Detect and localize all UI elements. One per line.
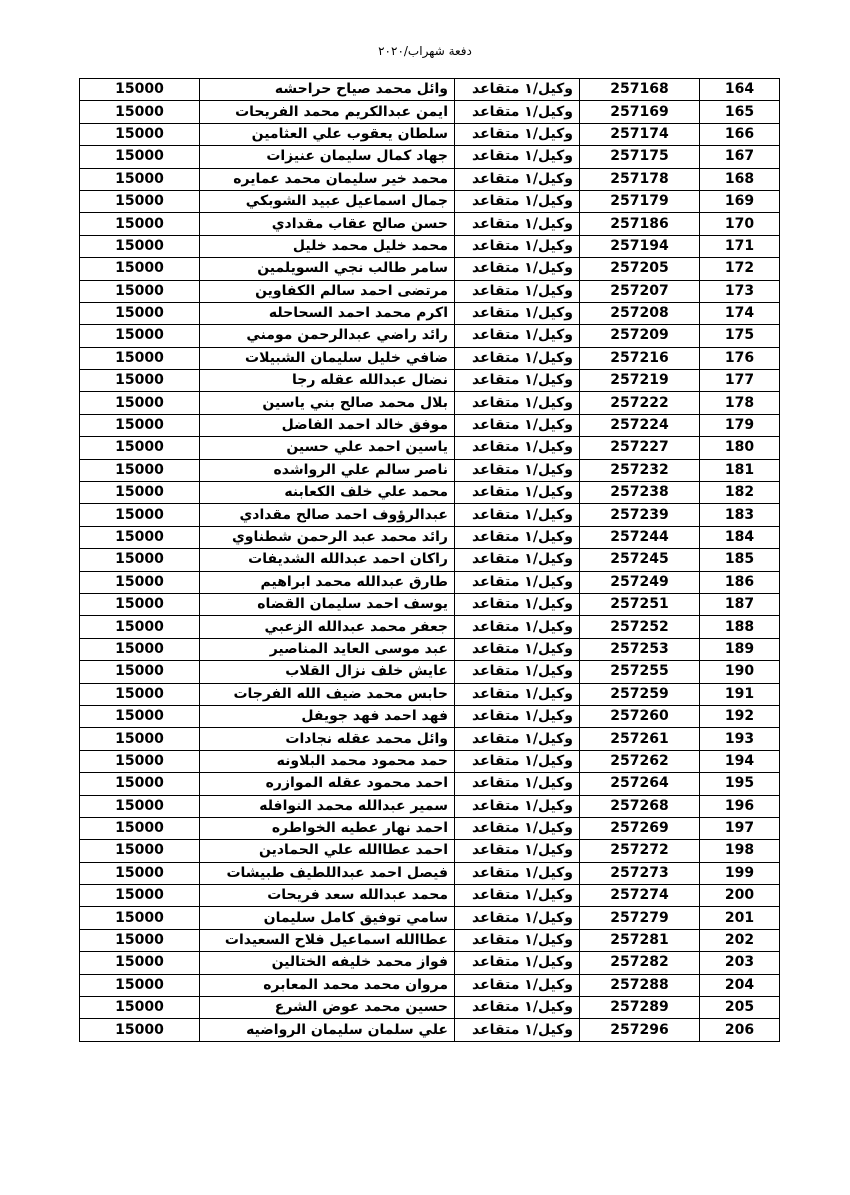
row-rank-cell: وكيل/١ متقاعد (455, 817, 580, 839)
row-name-cell: فهد احمد فهد جويفل (200, 705, 455, 727)
row-name-cell: علي سلمان سليمان الرواضيه (200, 1019, 455, 1041)
row-name-cell: مرتضى احمد سالم الكفاوين (200, 280, 455, 302)
row-rank-cell: وكيل/١ متقاعد (455, 79, 580, 101)
row-name-cell: ضافي خليل سليمان الشبيلات (200, 347, 455, 369)
row-amount-cell: 15000 (80, 482, 200, 504)
row-rank-cell: وكيل/١ متقاعد (455, 1019, 580, 1041)
row-sequence-cell: 164 (700, 79, 780, 101)
row-rank-cell: وكيل/١ متقاعد (455, 437, 580, 459)
row-sequence-cell: 165 (700, 101, 780, 123)
table-row (80, 213, 780, 235)
row-sequence-cell: 193 (700, 728, 780, 750)
row-sequence-cell: 181 (700, 459, 780, 481)
row-amount-cell: 15000 (80, 325, 200, 347)
row-number-cell: 257179 (580, 190, 700, 212)
row-rank-cell: وكيل/١ متقاعد (455, 146, 580, 168)
row-amount-cell: 15000 (80, 862, 200, 884)
table-row (80, 593, 780, 615)
row-amount-cell: 15000 (80, 258, 200, 280)
row-sequence-cell: 186 (700, 571, 780, 593)
row-rank-cell: وكيل/١ متقاعد (455, 773, 580, 795)
row-amount-cell: 15000 (80, 302, 200, 324)
row-sequence-cell: 194 (700, 750, 780, 772)
row-name-cell: محمد خير سليمان محمد عمايره (200, 168, 455, 190)
row-sequence-cell: 195 (700, 773, 780, 795)
row-number-cell: 257208 (580, 302, 700, 324)
table-row (80, 437, 780, 459)
row-number-cell: 257222 (580, 392, 700, 414)
row-number-cell: 257194 (580, 235, 700, 257)
table-row (80, 549, 780, 571)
row-name-cell: نضال عبدالله عقله رجا (200, 370, 455, 392)
row-sequence-cell: 167 (700, 146, 780, 168)
row-sequence-cell: 205 (700, 997, 780, 1019)
row-number-cell: 257245 (580, 549, 700, 571)
row-sequence-cell: 184 (700, 526, 780, 548)
row-sequence-cell: 171 (700, 235, 780, 257)
row-number-cell: 257296 (580, 1019, 700, 1041)
row-amount-cell: 15000 (80, 907, 200, 929)
row-name-cell: سلطان يعقوب علي العثامين (200, 123, 455, 145)
table-row (80, 638, 780, 660)
row-name-cell: عبدالرؤوف احمد صالح مقدادي (200, 504, 455, 526)
row-rank-cell: وكيل/١ متقاعد (455, 414, 580, 436)
row-name-cell: ايمن عبدالكريم محمد الفريحات (200, 101, 455, 123)
row-name-cell: جعفر محمد عبدالله الزعبي (200, 616, 455, 638)
row-number-cell: 257289 (580, 997, 700, 1019)
table-row (80, 750, 780, 772)
row-sequence-cell: 190 (700, 661, 780, 683)
table-row (80, 123, 780, 145)
row-name-cell: موفق خالد احمد الفاضل (200, 414, 455, 436)
row-number-cell: 257205 (580, 258, 700, 280)
row-name-cell: احمد نهار عطيه الخواطره (200, 817, 455, 839)
row-sequence-cell: 178 (700, 392, 780, 414)
row-rank-cell: وكيل/١ متقاعد (455, 929, 580, 951)
row-rank-cell: وكيل/١ متقاعد (455, 862, 580, 884)
table-row (80, 974, 780, 996)
row-sequence-cell: 175 (700, 325, 780, 347)
row-sequence-cell: 185 (700, 549, 780, 571)
row-number-cell: 257264 (580, 773, 700, 795)
row-name-cell: حابس محمد ضيف الله الفرجات (200, 683, 455, 705)
row-number-cell: 257169 (580, 101, 700, 123)
row-amount-cell: 15000 (80, 437, 200, 459)
table-row (80, 392, 780, 414)
table-row (80, 795, 780, 817)
row-name-cell: اكرم محمد احمد السحاحله (200, 302, 455, 324)
row-amount-cell: 15000 (80, 795, 200, 817)
row-name-cell: حسين محمد عوض الشرع (200, 997, 455, 1019)
row-rank-cell: وكيل/١ متقاعد (455, 213, 580, 235)
row-number-cell: 257253 (580, 638, 700, 660)
row-rank-cell: وكيل/١ متقاعد (455, 123, 580, 145)
row-name-cell: يوسف احمد سليمان القضاه (200, 593, 455, 615)
row-name-cell: احمد عطاالله علي الحمادين (200, 840, 455, 862)
row-sequence-cell: 197 (700, 817, 780, 839)
row-number-cell: 257219 (580, 370, 700, 392)
table-row (80, 705, 780, 727)
row-amount-cell: 15000 (80, 773, 200, 795)
row-name-cell: حسن صالح عقاب مقدادي (200, 213, 455, 235)
row-amount-cell: 15000 (80, 101, 200, 123)
table-row (80, 661, 780, 683)
row-number-cell: 257288 (580, 974, 700, 996)
table-body (80, 79, 780, 1042)
table-row (80, 773, 780, 795)
row-rank-cell: وكيل/١ متقاعد (455, 571, 580, 593)
row-sequence-cell: 168 (700, 168, 780, 190)
row-amount-cell: 15000 (80, 504, 200, 526)
row-rank-cell: وكيل/١ متقاعد (455, 101, 580, 123)
row-amount-cell: 15000 (80, 952, 200, 974)
row-number-cell: 257272 (580, 840, 700, 862)
row-sequence-cell: 183 (700, 504, 780, 526)
row-name-cell: سامي توفيق كامل سليمان (200, 907, 455, 929)
row-name-cell: محمد علي خلف الكعابنه (200, 482, 455, 504)
row-amount-cell: 15000 (80, 705, 200, 727)
row-number-cell: 257186 (580, 213, 700, 235)
row-number-cell: 257224 (580, 414, 700, 436)
row-sequence-cell: 199 (700, 862, 780, 884)
row-sequence-cell: 174 (700, 302, 780, 324)
row-amount-cell: 15000 (80, 213, 200, 235)
row-name-cell: وائل محمد صياح حراحشه (200, 79, 455, 101)
row-rank-cell: وكيل/١ متقاعد (455, 549, 580, 571)
row-rank-cell: وكيل/١ متقاعد (455, 705, 580, 727)
row-amount-cell: 15000 (80, 929, 200, 951)
row-number-cell: 257279 (580, 907, 700, 929)
row-number-cell: 257255 (580, 661, 700, 683)
row-rank-cell: وكيل/١ متقاعد (455, 459, 580, 481)
row-rank-cell: وكيل/١ متقاعد (455, 258, 580, 280)
row-number-cell: 257251 (580, 593, 700, 615)
row-amount-cell: 15000 (80, 549, 200, 571)
row-name-cell: فواز محمد خليفه الختالين (200, 952, 455, 974)
row-amount-cell: 15000 (80, 168, 200, 190)
table-row (80, 504, 780, 526)
row-name-cell: رائد محمد عبد الرحمن شطناوي (200, 526, 455, 548)
row-name-cell: مروان محمد محمد المعابره (200, 974, 455, 996)
row-rank-cell: وكيل/١ متقاعد (455, 526, 580, 548)
row-sequence-cell: 179 (700, 414, 780, 436)
row-number-cell: 257168 (580, 79, 700, 101)
row-name-cell: محمد عبدالله سعد فريحات (200, 885, 455, 907)
table-row (80, 817, 780, 839)
row-amount-cell: 15000 (80, 280, 200, 302)
row-amount-cell: 15000 (80, 79, 200, 101)
row-rank-cell: وكيل/١ متقاعد (455, 638, 580, 660)
table-row (80, 862, 780, 884)
row-amount-cell: 15000 (80, 370, 200, 392)
row-rank-cell: وكيل/١ متقاعد (455, 728, 580, 750)
row-name-cell: ياسين احمد علي حسين (200, 437, 455, 459)
table-row (80, 325, 780, 347)
row-amount-cell: 15000 (80, 146, 200, 168)
row-name-cell: رائد راضي عبدالرحمن مومني (200, 325, 455, 347)
table-row (80, 571, 780, 593)
row-number-cell: 257175 (580, 146, 700, 168)
row-number-cell: 257282 (580, 952, 700, 974)
table-row (80, 190, 780, 212)
row-number-cell: 257281 (580, 929, 700, 951)
row-sequence-cell: 177 (700, 370, 780, 392)
row-name-cell: سمير عبدالله محمد النوافله (200, 795, 455, 817)
row-amount-cell: 15000 (80, 459, 200, 481)
row-sequence-cell: 172 (700, 258, 780, 280)
row-number-cell: 257262 (580, 750, 700, 772)
row-rank-cell: وكيل/١ متقاعد (455, 683, 580, 705)
row-amount-cell: 15000 (80, 414, 200, 436)
row-sequence-cell: 182 (700, 482, 780, 504)
row-number-cell: 257239 (580, 504, 700, 526)
row-number-cell: 257261 (580, 728, 700, 750)
row-amount-cell: 15000 (80, 123, 200, 145)
row-sequence-cell: 206 (700, 1019, 780, 1041)
row-rank-cell: وكيل/١ متقاعد (455, 750, 580, 772)
row-rank-cell: وكيل/١ متقاعد (455, 997, 580, 1019)
row-name-cell: احمد محمود عقله الموازره (200, 773, 455, 795)
table-row (80, 146, 780, 168)
table-row (80, 302, 780, 324)
table-row (80, 885, 780, 907)
row-rank-cell: وكيل/١ متقاعد (455, 885, 580, 907)
row-number-cell: 257244 (580, 526, 700, 548)
row-sequence-cell: 188 (700, 616, 780, 638)
row-number-cell: 257260 (580, 705, 700, 727)
row-rank-cell: وكيل/١ متقاعد (455, 347, 580, 369)
row-sequence-cell: 203 (700, 952, 780, 974)
table-row (80, 258, 780, 280)
payment-table (79, 78, 780, 1042)
row-sequence-cell: 189 (700, 638, 780, 660)
table-row (80, 370, 780, 392)
row-amount-cell: 15000 (80, 526, 200, 548)
row-rank-cell: وكيل/١ متقاعد (455, 840, 580, 862)
row-rank-cell: وكيل/١ متقاعد (455, 392, 580, 414)
table-row (80, 280, 780, 302)
table-row (80, 414, 780, 436)
table-row (80, 840, 780, 862)
row-name-cell: حمد محمود محمد البلاونه (200, 750, 455, 772)
row-rank-cell: وكيل/١ متقاعد (455, 235, 580, 257)
row-amount-cell: 15000 (80, 1019, 200, 1041)
row-sequence-cell: 198 (700, 840, 780, 862)
row-number-cell: 257209 (580, 325, 700, 347)
table-row (80, 952, 780, 974)
row-name-cell: بلال محمد صالح بني ياسين (200, 392, 455, 414)
row-number-cell: 257273 (580, 862, 700, 884)
row-rank-cell: وكيل/١ متقاعد (455, 661, 580, 683)
row-sequence-cell: 166 (700, 123, 780, 145)
table-row (80, 459, 780, 481)
row-name-cell: جهاد كمال سليمان عنيزات (200, 146, 455, 168)
row-rank-cell: وكيل/١ متقاعد (455, 616, 580, 638)
row-amount-cell: 15000 (80, 840, 200, 862)
row-name-cell: محمد خليل محمد خليل (200, 235, 455, 257)
row-sequence-cell: 202 (700, 929, 780, 951)
row-number-cell: 257249 (580, 571, 700, 593)
row-name-cell: عطاالله اسماعيل فلاح السعيدات (200, 929, 455, 951)
row-number-cell: 257232 (580, 459, 700, 481)
table-row (80, 1019, 780, 1041)
row-sequence-cell: 173 (700, 280, 780, 302)
row-amount-cell: 15000 (80, 661, 200, 683)
row-amount-cell: 15000 (80, 728, 200, 750)
row-number-cell: 257174 (580, 123, 700, 145)
row-rank-cell: وكيل/١ متقاعد (455, 302, 580, 324)
row-sequence-cell: 191 (700, 683, 780, 705)
row-amount-cell: 15000 (80, 817, 200, 839)
table-row (80, 728, 780, 750)
page-header: دفعة شهراب/٢٠٢٠ (378, 44, 472, 58)
row-amount-cell: 15000 (80, 750, 200, 772)
row-name-cell: طارق عبدالله محمد ابراهيم (200, 571, 455, 593)
row-number-cell: 257178 (580, 168, 700, 190)
row-amount-cell: 15000 (80, 616, 200, 638)
row-amount-cell: 15000 (80, 997, 200, 1019)
row-number-cell: 257207 (580, 280, 700, 302)
row-number-cell: 257238 (580, 482, 700, 504)
row-number-cell: 257216 (580, 347, 700, 369)
table-row (80, 79, 780, 101)
row-rank-cell: وكيل/١ متقاعد (455, 504, 580, 526)
table-row (80, 997, 780, 1019)
row-number-cell: 257274 (580, 885, 700, 907)
row-rank-cell: وكيل/١ متقاعد (455, 974, 580, 996)
row-sequence-cell: 204 (700, 974, 780, 996)
table-row (80, 526, 780, 548)
row-number-cell: 257259 (580, 683, 700, 705)
row-name-cell: وائل محمد عقله نجادات (200, 728, 455, 750)
table-row (80, 907, 780, 929)
row-amount-cell: 15000 (80, 593, 200, 615)
row-rank-cell: وكيل/١ متقاعد (455, 795, 580, 817)
row-sequence-cell: 169 (700, 190, 780, 212)
table-row (80, 168, 780, 190)
table-row (80, 347, 780, 369)
row-number-cell: 257252 (580, 616, 700, 638)
row-name-cell: عايش خلف نزال القلاب (200, 661, 455, 683)
row-name-cell: سامر طالب نجي السويلمين (200, 258, 455, 280)
row-sequence-cell: 201 (700, 907, 780, 929)
row-name-cell: ناصر سالم علي الرواشده (200, 459, 455, 481)
row-amount-cell: 15000 (80, 392, 200, 414)
table-row (80, 616, 780, 638)
table-row (80, 101, 780, 123)
row-number-cell: 257269 (580, 817, 700, 839)
row-amount-cell: 15000 (80, 571, 200, 593)
row-rank-cell: وكيل/١ متقاعد (455, 482, 580, 504)
row-rank-cell: وكيل/١ متقاعد (455, 190, 580, 212)
row-sequence-cell: 170 (700, 213, 780, 235)
row-name-cell: عبد موسى العايد المناصير (200, 638, 455, 660)
row-amount-cell: 15000 (80, 190, 200, 212)
row-rank-cell: وكيل/١ متقاعد (455, 907, 580, 929)
row-rank-cell: وكيل/١ متقاعد (455, 280, 580, 302)
row-name-cell: جمال اسماعيل عبيد الشوبكي (200, 190, 455, 212)
row-rank-cell: وكيل/١ متقاعد (455, 168, 580, 190)
row-amount-cell: 15000 (80, 347, 200, 369)
row-sequence-cell: 176 (700, 347, 780, 369)
row-number-cell: 257227 (580, 437, 700, 459)
row-sequence-cell: 200 (700, 885, 780, 907)
row-sequence-cell: 187 (700, 593, 780, 615)
row-sequence-cell: 192 (700, 705, 780, 727)
row-rank-cell: وكيل/١ متقاعد (455, 325, 580, 347)
table-row (80, 929, 780, 951)
row-amount-cell: 15000 (80, 974, 200, 996)
row-sequence-cell: 180 (700, 437, 780, 459)
table-row (80, 482, 780, 504)
row-number-cell: 257268 (580, 795, 700, 817)
row-rank-cell: وكيل/١ متقاعد (455, 593, 580, 615)
row-name-cell: فيصل احمد عبداللطيف طبيشات (200, 862, 455, 884)
table-row (80, 235, 780, 257)
row-name-cell: راكان احمد عبدالله الشديفات (200, 549, 455, 571)
row-amount-cell: 15000 (80, 683, 200, 705)
row-amount-cell: 15000 (80, 235, 200, 257)
row-rank-cell: وكيل/١ متقاعد (455, 952, 580, 974)
row-sequence-cell: 196 (700, 795, 780, 817)
table-row (80, 683, 780, 705)
row-rank-cell: وكيل/١ متقاعد (455, 370, 580, 392)
row-amount-cell: 15000 (80, 638, 200, 660)
row-amount-cell: 15000 (80, 885, 200, 907)
